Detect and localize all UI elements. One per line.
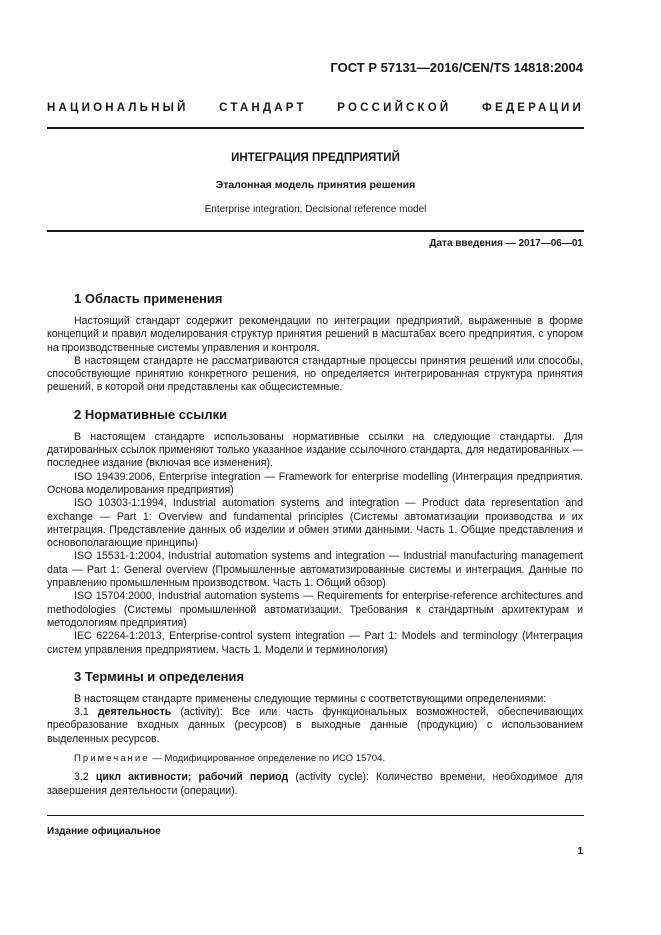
term-definition: (activity cycle): Количество времени, необходимое для завершения деятельности (операции). <box>47 771 583 797</box>
term-name: деятельность <box>97 706 172 719</box>
term-3-2 <box>47 771 583 798</box>
page-number: 1 <box>577 846 583 857</box>
note-label: Примечание <box>74 753 150 765</box>
section-1-paragraph: В настоящем стандарте не рассматриваются стандартные процессы принятия решений или способы, способствующие принятию конкретного решения, но определяется интегрированная структура принятия решений, в которой они представлены как общесистемные. <box>47 354 583 394</box>
national-standard-banner: НАЦИОНАЛЬНЫЙ СТАНДАРТ РОССИЙСКОЙ ФЕДЕРАЦИИ <box>47 102 584 114</box>
note-text: — Модифицированное определение по ИСО 15704. <box>149 753 386 765</box>
section-2-heading: 2 Нормативные ссылки <box>74 406 228 422</box>
banner-rule <box>47 127 584 129</box>
section-3-intro: В настоящем стандарте применены следующие термины с соответствующими определениями: <box>74 692 547 705</box>
section-2-intro: В настоящем стандарте использованы нормативные ссылки на следующие стандарты. Для датированных ссылок применяют только указанное издание ссылочного стандарта, для недатированных — последнее издание (включая все изменения). <box>47 430 583 470</box>
english-title: Enterprise integration. Decisional reference model <box>204 204 427 215</box>
title-rule <box>47 230 584 232</box>
document-title: ИНТЕГРАЦИЯ ПРЕДПРИЯТИЙ <box>231 152 400 164</box>
normative-reference: ISO 15531-1:2004, Industrial automation systems and integration — Industrial manufacturing management data — Part 1: General overview (Промышленные автоматизированные системы и интеграция. Данные по управлению промышленным производством. Часть 1. Общий обзор) <box>47 550 583 590</box>
normative-reference: ISO 19439:2006, Enterprise integration — Framework for enterprise modelling (Интеграция предприятия. Основа моделирования предприятия) <box>47 470 583 496</box>
normative-reference: ISO 15704:2000, Industrial automation systems — Requirements for enterprise-reference architectures and methodologies (Системы промышленной автоматизации. Требования к стандартным архитектурам и методологиям предприятия) <box>47 590 583 629</box>
standard-code: ГОСТ Р 57131—2016/CEN/TS 14818:2004 <box>330 60 583 75</box>
official-edition-label: Издание официальное <box>47 826 161 837</box>
term-note <box>47 752 583 765</box>
term-3-1 <box>47 706 583 746</box>
normative-reference: IEC 62264-1:2013, Enterprise-control system integration — Part 1: Models and terminology (Интеграция систем управления предприятием. Часть 1. Модели и терминология) <box>47 630 583 656</box>
term-definition: (activity): Все или часть функциональных возможностей, обеспечивающих преобразование входных данных (ресурсов) в выходные данные (продукцию) с использованием выделенных ресурсов. <box>47 706 583 745</box>
section-1-heading: 1 Область применения <box>74 291 223 306</box>
term-number: 3.1 <box>74 706 98 719</box>
term-number: 3.2 <box>74 771 96 784</box>
section-3-heading: 3 Термины и определения <box>74 668 245 684</box>
normative-reference: ISO 10303-1:1994, Industrial automation systems and integration — Product data representation and exchange — Part 1: Overview and fundamental principles (Системы автоматизации производства и их интеграция. Представление данных об изделии и обмен этими данными. Часть 1. Общие представления и основополагающие принципы) <box>47 497 583 550</box>
introduction-date: Дата введения — 2017—06—01 <box>429 238 583 249</box>
document-subtitle: Эталонная модель принятия решения <box>215 179 416 191</box>
footer-rule <box>47 815 584 816</box>
document-body <box>47 291 583 798</box>
term-name: цикл активности; рабочий период <box>95 771 289 784</box>
section-1-paragraph: Настоящий стандарт содержит рекомендации по интеграции предприятий, выраженные в форме концепций и правил моделирования структур принятия решений в масштабах всего предприятия, с упором на производственные системы управления и контроля. <box>47 315 583 354</box>
